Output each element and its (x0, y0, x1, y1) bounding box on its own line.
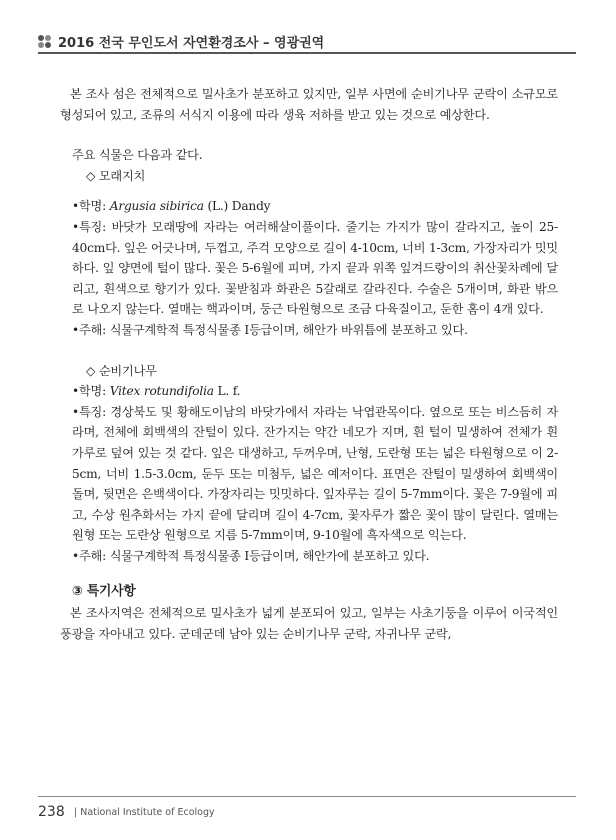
plant1-feature: •특징: 바닷가 모래땅에 자라는 여러해살이풀이다. 줄기는 가지가 많이 갈라지고, 높이 25-40cm다. 잎은 어긋나며, 두껍고, 주걱 모양으로 길이 4-10cm, 너비 1-3cm, 가장자리가 밋밋하다. 잎 양면에 털이 많다. 꽃은 5-6월에 피며, 가지 끝과 위쪽 잎겨드랑이의 취산꽃차례에 달리고, 흰색으로 향기가 있다. 꽃받침과 화관은 5갈래로 갈라진다. 수술은 5개이며, 화관 밖으로 나오지 않는다. 열매는 핵과이며, 둥근 타원형으로 조금 다육질이고, 둔한 홈이 4개 있다. (72, 219, 558, 317)
intro-paragraph: 본 조사 섬은 전체적으로 밀사초가 분포하고 있지만, 일부 사면에 순비기나무 군락이 소규모로 형성되어 있고, 조류의 서식지 이용에 따라 생육 저하를 받고 있는 것으로 예상한다. (60, 87, 558, 122)
institute-name: | National Institute of Ecology (74, 807, 215, 818)
special-paragraph: 본 조사지역은 전체적으로 밀사초가 넓게 분포되어 있고, 일부는 사초기둥을 이루어 이국적인 풍광을 자아내고 있다. 군데군데 남아 있는 순비기나무 군락, 자귀나무 군락, (60, 606, 558, 641)
main-plants-lead: 주요 식물은 다음과 같다. (72, 148, 203, 163)
plant2-feature: •특징: 경상북도 및 황해도이남의 바닷가에서 자라는 낙엽관목이다. 옆으로 또는 비스듬히 자라며, 전체에 회백색의 잔털이 있다. 잔가지는 약간 네모가 지며, 흰 털이 밀생하여 전체가 흰 가루로 덮여 있는 것 같다. 잎은 대생하고, 두꺼우며, 난형, 도란형 또는 넓은 타원형으로 이 2-5cm, 너비 1.5-3.0cm, 둔두 또는 미첨두, 넓은 예저이다. 표면은 잔털이 밀생하여 회백색이 돌며, 뒷면은 은백색이다. 가장자리는 밋밋하다. 잎자루는 길이 5-7mm이다. 꽃은 7-9월에 피고, 수상 원추화서는 가지 끝에 달리며 길이 4-7cm, 꽃자루가 짧은 꽃이 많이 달린다. 열매는 원형 또는 도란상 원형으로 지름 5-7mm이며, 9-10월에 흑자색으로 익는다. (72, 404, 558, 543)
page-body (60, 84, 558, 644)
plant1-note: •주해: 식물구계학적 특정식물종 I등급이며, 해안가 바위틈에 분포하고 있다. (72, 322, 468, 337)
special-heading: ③ 특기사항 (72, 584, 136, 600)
page-header (38, 28, 576, 54)
plant1-scientific-name: •학명: Argusia sibirica (L.) Dandy (72, 199, 271, 214)
plant1-name: ◇ 모래지치 (86, 168, 146, 183)
header-rule (38, 52, 576, 54)
plant2-scientific-name: •학명: Vitex rotundifolia L. f. (72, 384, 241, 399)
page-footer (38, 796, 576, 826)
plant2-note: •주해: 식물구계학적 특정식물종 I등급이며, 해안가에 분포하고 있다. (72, 548, 430, 563)
header-title: 2016 전국 무인도서 자연환경조사 – 영광권역 (58, 36, 325, 51)
page-number: 238 (38, 804, 65, 820)
header-dots-icon (38, 35, 52, 49)
footer-rule (38, 796, 576, 797)
plant2-name: ◇ 순비기나무 (86, 363, 157, 378)
